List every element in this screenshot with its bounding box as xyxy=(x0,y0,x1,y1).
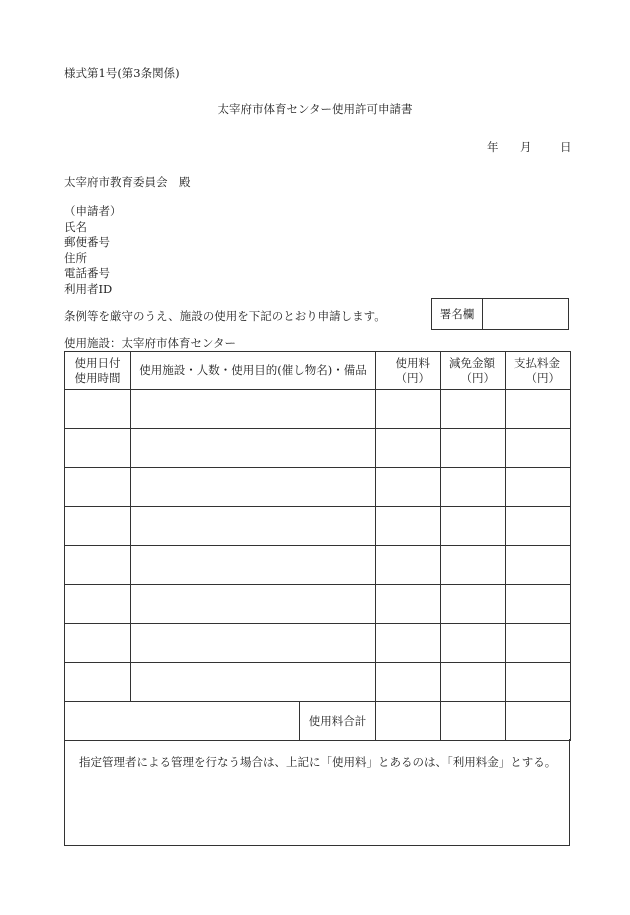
note-text: 指定管理者による管理を行なう場合は、上記に「使用料」とあるのは、「利用料金」とする。 xyxy=(79,755,557,769)
cell-fee[interactable] xyxy=(376,546,441,585)
table-header-row xyxy=(65,352,571,390)
cell-fee[interactable] xyxy=(376,585,441,624)
cell-payment[interactable] xyxy=(506,429,571,468)
cell-date-time[interactable] xyxy=(65,468,131,507)
total-fee[interactable] xyxy=(376,702,441,741)
cell-date-time[interactable] xyxy=(65,663,131,702)
cell-payment[interactable] xyxy=(506,507,571,546)
date-month: 月 xyxy=(520,140,532,154)
header-payment xyxy=(506,352,571,390)
header-fee xyxy=(376,352,441,390)
facility-line: 使用施設：太宰府市体育センター xyxy=(64,336,237,350)
cell-reduction[interactable] xyxy=(441,468,506,507)
table-row xyxy=(65,468,571,507)
signature-box xyxy=(431,298,569,330)
form-number: 様式第1号(第3条関係) xyxy=(64,66,180,80)
applicant-field-user-id: 利用者ID xyxy=(64,281,113,296)
note-box xyxy=(64,739,570,846)
cell-fee[interactable] xyxy=(376,468,441,507)
date-line xyxy=(487,140,572,154)
cell-date-time[interactable] xyxy=(65,546,131,585)
cell-date-time[interactable] xyxy=(65,390,131,429)
pledge-statement: 条例等を厳守のうえ、施設の使用を下記のとおり申請します。 xyxy=(64,309,386,323)
signature-label: 署名欄 xyxy=(432,299,483,329)
page-title: 太宰府市体育センター使用許可申請書 xyxy=(217,102,413,116)
applicant-heading: （申請者） xyxy=(64,204,122,218)
cell-date-time[interactable] xyxy=(65,585,131,624)
cell-details[interactable] xyxy=(131,585,376,624)
cell-date-time[interactable] xyxy=(65,507,131,546)
applicant-field-name: 氏名 xyxy=(64,219,87,234)
cell-fee[interactable] xyxy=(376,390,441,429)
applicant-field-phone: 電話番号 xyxy=(64,266,110,280)
cell-payment[interactable] xyxy=(506,468,571,507)
cell-reduction[interactable] xyxy=(441,663,506,702)
header-reduction-unit: （円） xyxy=(460,370,495,385)
header-payment-label: 支払料金 xyxy=(514,355,560,370)
cell-fee[interactable] xyxy=(376,429,441,468)
header-time-label: 使用時間 xyxy=(74,370,121,385)
table-row xyxy=(65,546,571,585)
cell-payment[interactable] xyxy=(506,585,571,624)
header-details: 使用施設・人数・使用目的(催し物名)・備品 xyxy=(131,352,376,390)
header-fee-label: 使用料 xyxy=(395,355,430,370)
applicant-field-postal-code: 郵便番号 xyxy=(64,235,110,249)
header-payment-unit: （円） xyxy=(525,370,560,385)
cell-payment[interactable] xyxy=(506,624,571,663)
applicant-section xyxy=(64,204,122,297)
cell-reduction[interactable] xyxy=(441,585,506,624)
header-date-time xyxy=(65,352,131,390)
usage-table xyxy=(64,351,571,741)
cell-details[interactable] xyxy=(131,663,376,702)
table-row xyxy=(65,390,571,429)
cell-payment[interactable] xyxy=(506,546,571,585)
cell-reduction[interactable] xyxy=(441,507,506,546)
date-year: 年 xyxy=(487,140,499,154)
cell-fee[interactable] xyxy=(376,663,441,702)
total-reduction[interactable] xyxy=(441,702,506,741)
cell-payment[interactable] xyxy=(506,663,571,702)
table-row xyxy=(65,585,571,624)
total-row xyxy=(65,702,571,741)
total-row-spacer xyxy=(65,702,376,741)
cell-details[interactable] xyxy=(131,546,376,585)
total-label: 使用料合計 xyxy=(299,702,375,740)
cell-date-time[interactable] xyxy=(65,624,131,663)
table-row xyxy=(65,663,571,702)
total-payment[interactable] xyxy=(506,702,571,741)
cell-details[interactable] xyxy=(131,390,376,429)
header-date-label: 使用日付 xyxy=(74,355,121,370)
table-row xyxy=(65,624,571,663)
date-day: 日 xyxy=(560,140,572,154)
cell-reduction[interactable] xyxy=(441,546,506,585)
table-row xyxy=(65,507,571,546)
cell-reduction[interactable] xyxy=(441,390,506,429)
header-reduction xyxy=(441,352,506,390)
header-reduction-label: 減免金額 xyxy=(449,355,495,370)
cell-details[interactable] xyxy=(131,507,376,546)
cell-reduction[interactable] xyxy=(441,429,506,468)
header-fee-unit: （円） xyxy=(395,370,430,385)
cell-payment[interactable] xyxy=(506,390,571,429)
cell-fee[interactable] xyxy=(376,507,441,546)
cell-date-time[interactable] xyxy=(65,429,131,468)
cell-details[interactable] xyxy=(131,429,376,468)
table-row xyxy=(65,429,571,468)
cell-reduction[interactable] xyxy=(441,624,506,663)
signature-field[interactable] xyxy=(483,299,568,329)
cell-details[interactable] xyxy=(131,468,376,507)
addressee: 太宰府市教育委員会 殿 xyxy=(64,175,191,189)
cell-details[interactable] xyxy=(131,624,376,663)
cell-fee[interactable] xyxy=(376,624,441,663)
applicant-field-address: 住所 xyxy=(64,250,87,265)
